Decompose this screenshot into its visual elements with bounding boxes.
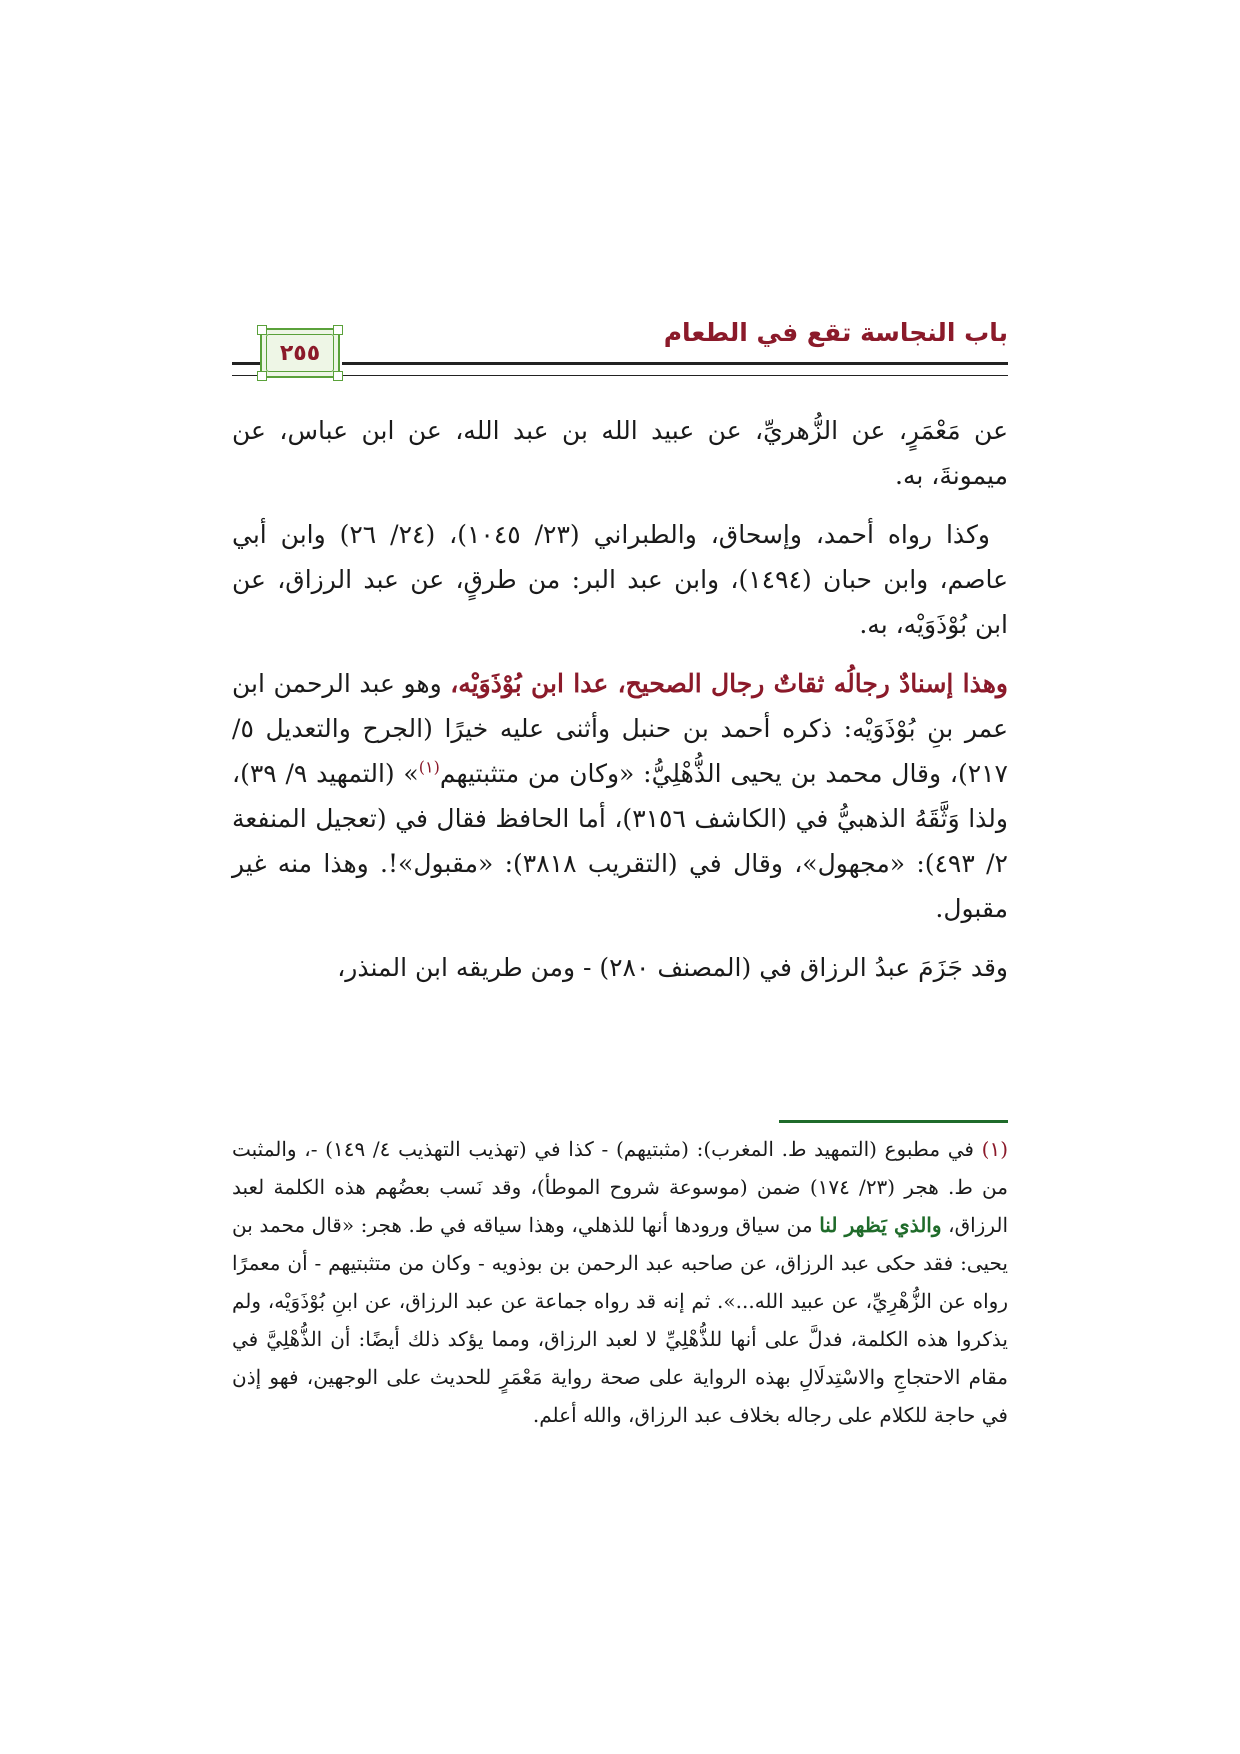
paragraph-3 (232, 661, 1008, 931)
page-number-frame (260, 328, 340, 378)
footnotes (232, 1130, 1008, 1448)
page-number: ٢٥٥ (279, 340, 321, 366)
paragraph-3-text-cont: » (التمهيد ٩/ ٣٩)، ولذا وَثَّقَهُ الذهبيُّ في (الكاشف ٣١٥٦)، أما الحافظ فقال في (تعجيل المنفعة ٢/ ٤٩٣): «مجهول»، وقال في (التقريب ٣٨١٨): «مقبول»!. وهذا منه غير مقبول. (232, 759, 1008, 923)
frame-corner-ornament (333, 325, 343, 335)
footnote-1 (232, 1130, 1008, 1434)
header-rule (342, 362, 1008, 376)
footnote-text: في مطبوع (التمهيد ط. المغرب): (مثبتيهم) - كذا في (تهذيب التهذيب ٤/ ١٤٩) -، والمثبت من ط. هجر (٢٣/ ١٧٤) ضمن (موسوعة شروح الموطأ)، وقد نَسب بعضُهم هذه الكلمة لعبد الرزاق، (232, 1137, 1009, 1237)
paragraph-2: وكذا رواه أحمد، وإسحاق، والطبراني (٢٣/ ١٠٤٥)، (٢٤/ ٢٦) وابن أبي عاصم، وابن حبان (١٤٩٤)، وابن عبد البر: من طرقٍ، عن عبد الرزاق، عن ابن بُوْذَوَيْه، به. (232, 520, 1008, 639)
paragraph-1: عن مَعْمَرٍ، عن الزُّهريِّ، عن عبيد الله بن عبد الله، عن ابن عباس، عن ميمونةَ، به. (232, 416, 1008, 490)
page-header (232, 318, 1008, 390)
footnote-number: (١) (981, 1137, 1009, 1161)
footnote-marker[interactable]: (١) (418, 757, 440, 777)
paragraph-3-text: وهو عبد الرحمن ابن عمر بنِ بُوْذَوَيْه: ذكره أحمد بن حنبل وأثنى عليه خيرًا (الجرح والتعديل ٥/ ٢١٧)، وقال محمد بن يحيى الذُّهْلِيُّ: «وكان من متثبتيهم (232, 669, 1008, 788)
paragraph-4: وقد جَزَمَ عبدُ الرزاق في (المصنف ٢٨٠) - ومن طريقه ابن المنذر، (337, 953, 1008, 982)
chapter-title: باب النجاسة تقع في الطعام (663, 318, 1008, 347)
highlighted-statement: وهذا إسنادٌ رجالُه ثقاتٌ رجال الصحيح، عدا ابن بُوْذَوَيْه، (450, 669, 1008, 698)
footnote-text-cont: من سياق ورودها أنها للذهلي، وهذا سياقه في ط. هجر: «قال محمد بن يحيى: فقد حكى عبد الرزاق، عن صاحبه عبد الرحمن بن بوذويه - وكان من متثبتيهم - أن معمرًا رواه عن الزُّهْرِيِّ، عن عبيد الله...». ثم إنه قد رواه جماعة عن عبد الرزاق، عن ابنِ بُوْذَوَيْه، ولم يذكروا هذه الكلمة، فدلَّ على أنها للذُّهْلِيِّ لا لعبد الرزاق، ومما يؤكد ذلك أيضًا: أن الذُّهْلِيَّ في مقام الاحتجاجِ والاسْتِدلَالِ بهذه الرواية على صحة رواية مَعْمَرٍ للحديث على الوجهين، فهو إذن في حاجة للكلام على رجاله بخلاف عبد الرزاق، والله أعلم. (232, 1213, 1008, 1427)
main-text (232, 408, 1008, 1004)
footnote-separator (779, 1120, 1008, 1123)
footnote-highlight: والذي يَظهر لنا (819, 1213, 942, 1237)
frame-corner-ornament (333, 371, 343, 381)
frame-corner-ornament (257, 371, 267, 381)
frame-corner-ornament (257, 325, 267, 335)
